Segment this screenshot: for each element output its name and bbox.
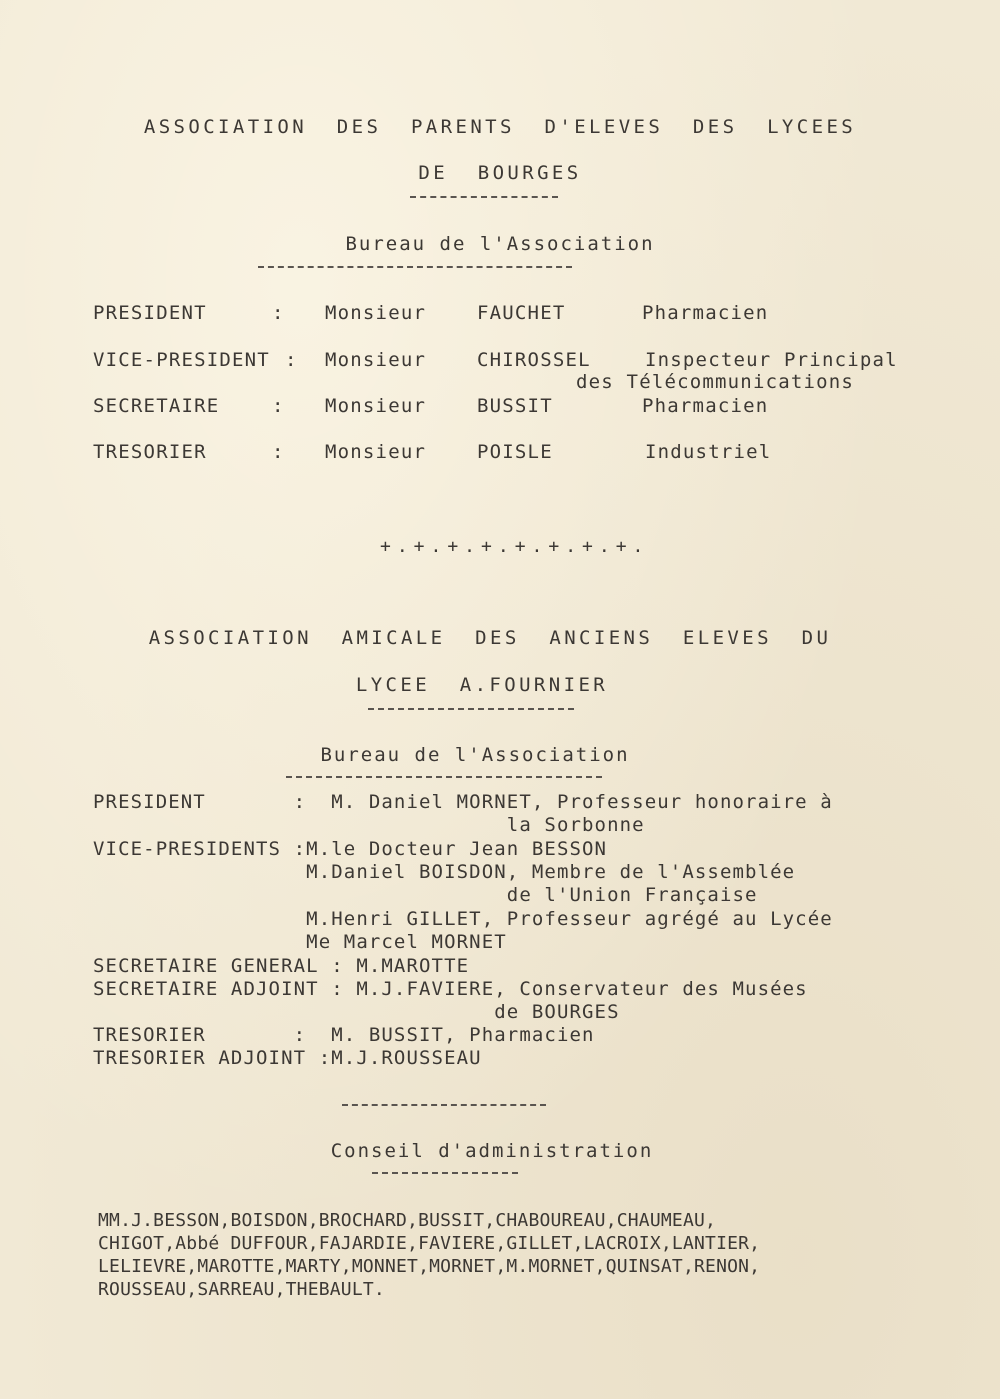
member-name: FAUCHET xyxy=(477,302,566,324)
council-underline xyxy=(372,1172,518,1174)
member-colon: : xyxy=(285,349,298,371)
section-divider xyxy=(342,1104,546,1106)
member-civility: Monsieur xyxy=(325,349,427,371)
bureau-line: M.Henri GILLET, Professeur agrégé au Lycée xyxy=(93,908,833,930)
bureau-line: TRESORIER ADJOINT :M.J.ROUSSEAU xyxy=(93,1047,482,1069)
bureau-line: la Sorbonne xyxy=(93,814,645,836)
member-colon: : xyxy=(272,395,285,417)
bureau-underline xyxy=(286,776,602,778)
member-profession-line2: des Télécommunications xyxy=(576,371,855,393)
bureau-underline xyxy=(258,266,572,268)
bureau-line: TRESORIER : M. BUSSIT, Pharmacien xyxy=(93,1024,595,1046)
member-role: PRESIDENT xyxy=(93,302,207,324)
title-underline xyxy=(410,196,558,198)
title-underline xyxy=(368,708,574,710)
bureau-line: SECRETAIRE GENERAL : M.MAROTTE xyxy=(93,955,470,977)
bureau-line: de BOURGES xyxy=(93,1001,620,1023)
section1-title-line1: ASSOCIATION DES PARENTS D'ELEVES DES LYCEES xyxy=(143,116,857,138)
member-name: BUSSIT xyxy=(477,395,553,417)
council-line: CHIGOT,Abbé DUFFOUR,FAJARDIE,FAVIERE,GILLET,LACROIX,LANTIER, xyxy=(98,1233,761,1254)
bureau-line: Me Marcel MORNET xyxy=(93,931,507,953)
section2-bureau-heading: Bureau de l'Association xyxy=(320,744,630,766)
section2-title-line1: ASSOCIATION AMICALE DES ANCIENS ELEVES DU xyxy=(148,627,832,649)
council-line: ROUSSEAU,SARREAU,THEBAULT. xyxy=(98,1279,385,1300)
council-line: MM.J.BESSON,BOISDON,BROCHARD,BUSSIT,CHABOUREAU,CHAUMEAU, xyxy=(98,1210,717,1231)
member-profession: Pharmacien xyxy=(642,395,769,417)
member-colon: : xyxy=(272,302,285,324)
member-civility: Monsieur xyxy=(325,441,427,463)
member-role: SECRETAIRE xyxy=(93,395,220,417)
member-civility: Monsieur xyxy=(325,395,427,417)
member-role: VICE-PRESIDENT xyxy=(93,349,270,371)
bureau-line: VICE-PRESIDENTS :M.le Docteur Jean BESSON xyxy=(93,838,608,860)
member-civility: Monsieur xyxy=(325,302,427,324)
member-profession: Inspecteur Principal xyxy=(645,349,898,371)
member-name: CHIROSSEL xyxy=(477,349,591,371)
bureau-line: M.Daniel BOISDON, Membre de l'Assemblée xyxy=(93,861,796,883)
member-colon: : xyxy=(272,441,285,463)
member-role: TRESORIER xyxy=(93,441,207,463)
section1-bureau-heading: Bureau de l'Association xyxy=(345,233,655,255)
section1-title-line2: DE BOURGES xyxy=(418,162,582,184)
section2-title-line2: LYCEE A.FOURNIER xyxy=(355,674,609,696)
bureau-line: PRESIDENT : M. Daniel MORNET, Professeur honoraire à xyxy=(93,791,833,813)
bureau-line: de l'Union Française xyxy=(93,884,758,906)
member-profession: Industriel xyxy=(645,441,772,463)
council-heading: Conseil d'administration xyxy=(330,1140,654,1162)
council-line: LELIEVRE,MAROTTE,MARTY,MONNET,MORNET,M.MORNET,QUINSAT,RENON, xyxy=(98,1256,761,1277)
member-profession: Pharmacien xyxy=(642,302,769,324)
member-name: POISLE xyxy=(477,441,553,463)
separator: +.+.+.+.+.+.+.+. xyxy=(380,536,650,557)
bureau-line: SECRETAIRE ADJOINT : M.J.FAVIERE, Conservateur des Musées xyxy=(93,978,808,1000)
